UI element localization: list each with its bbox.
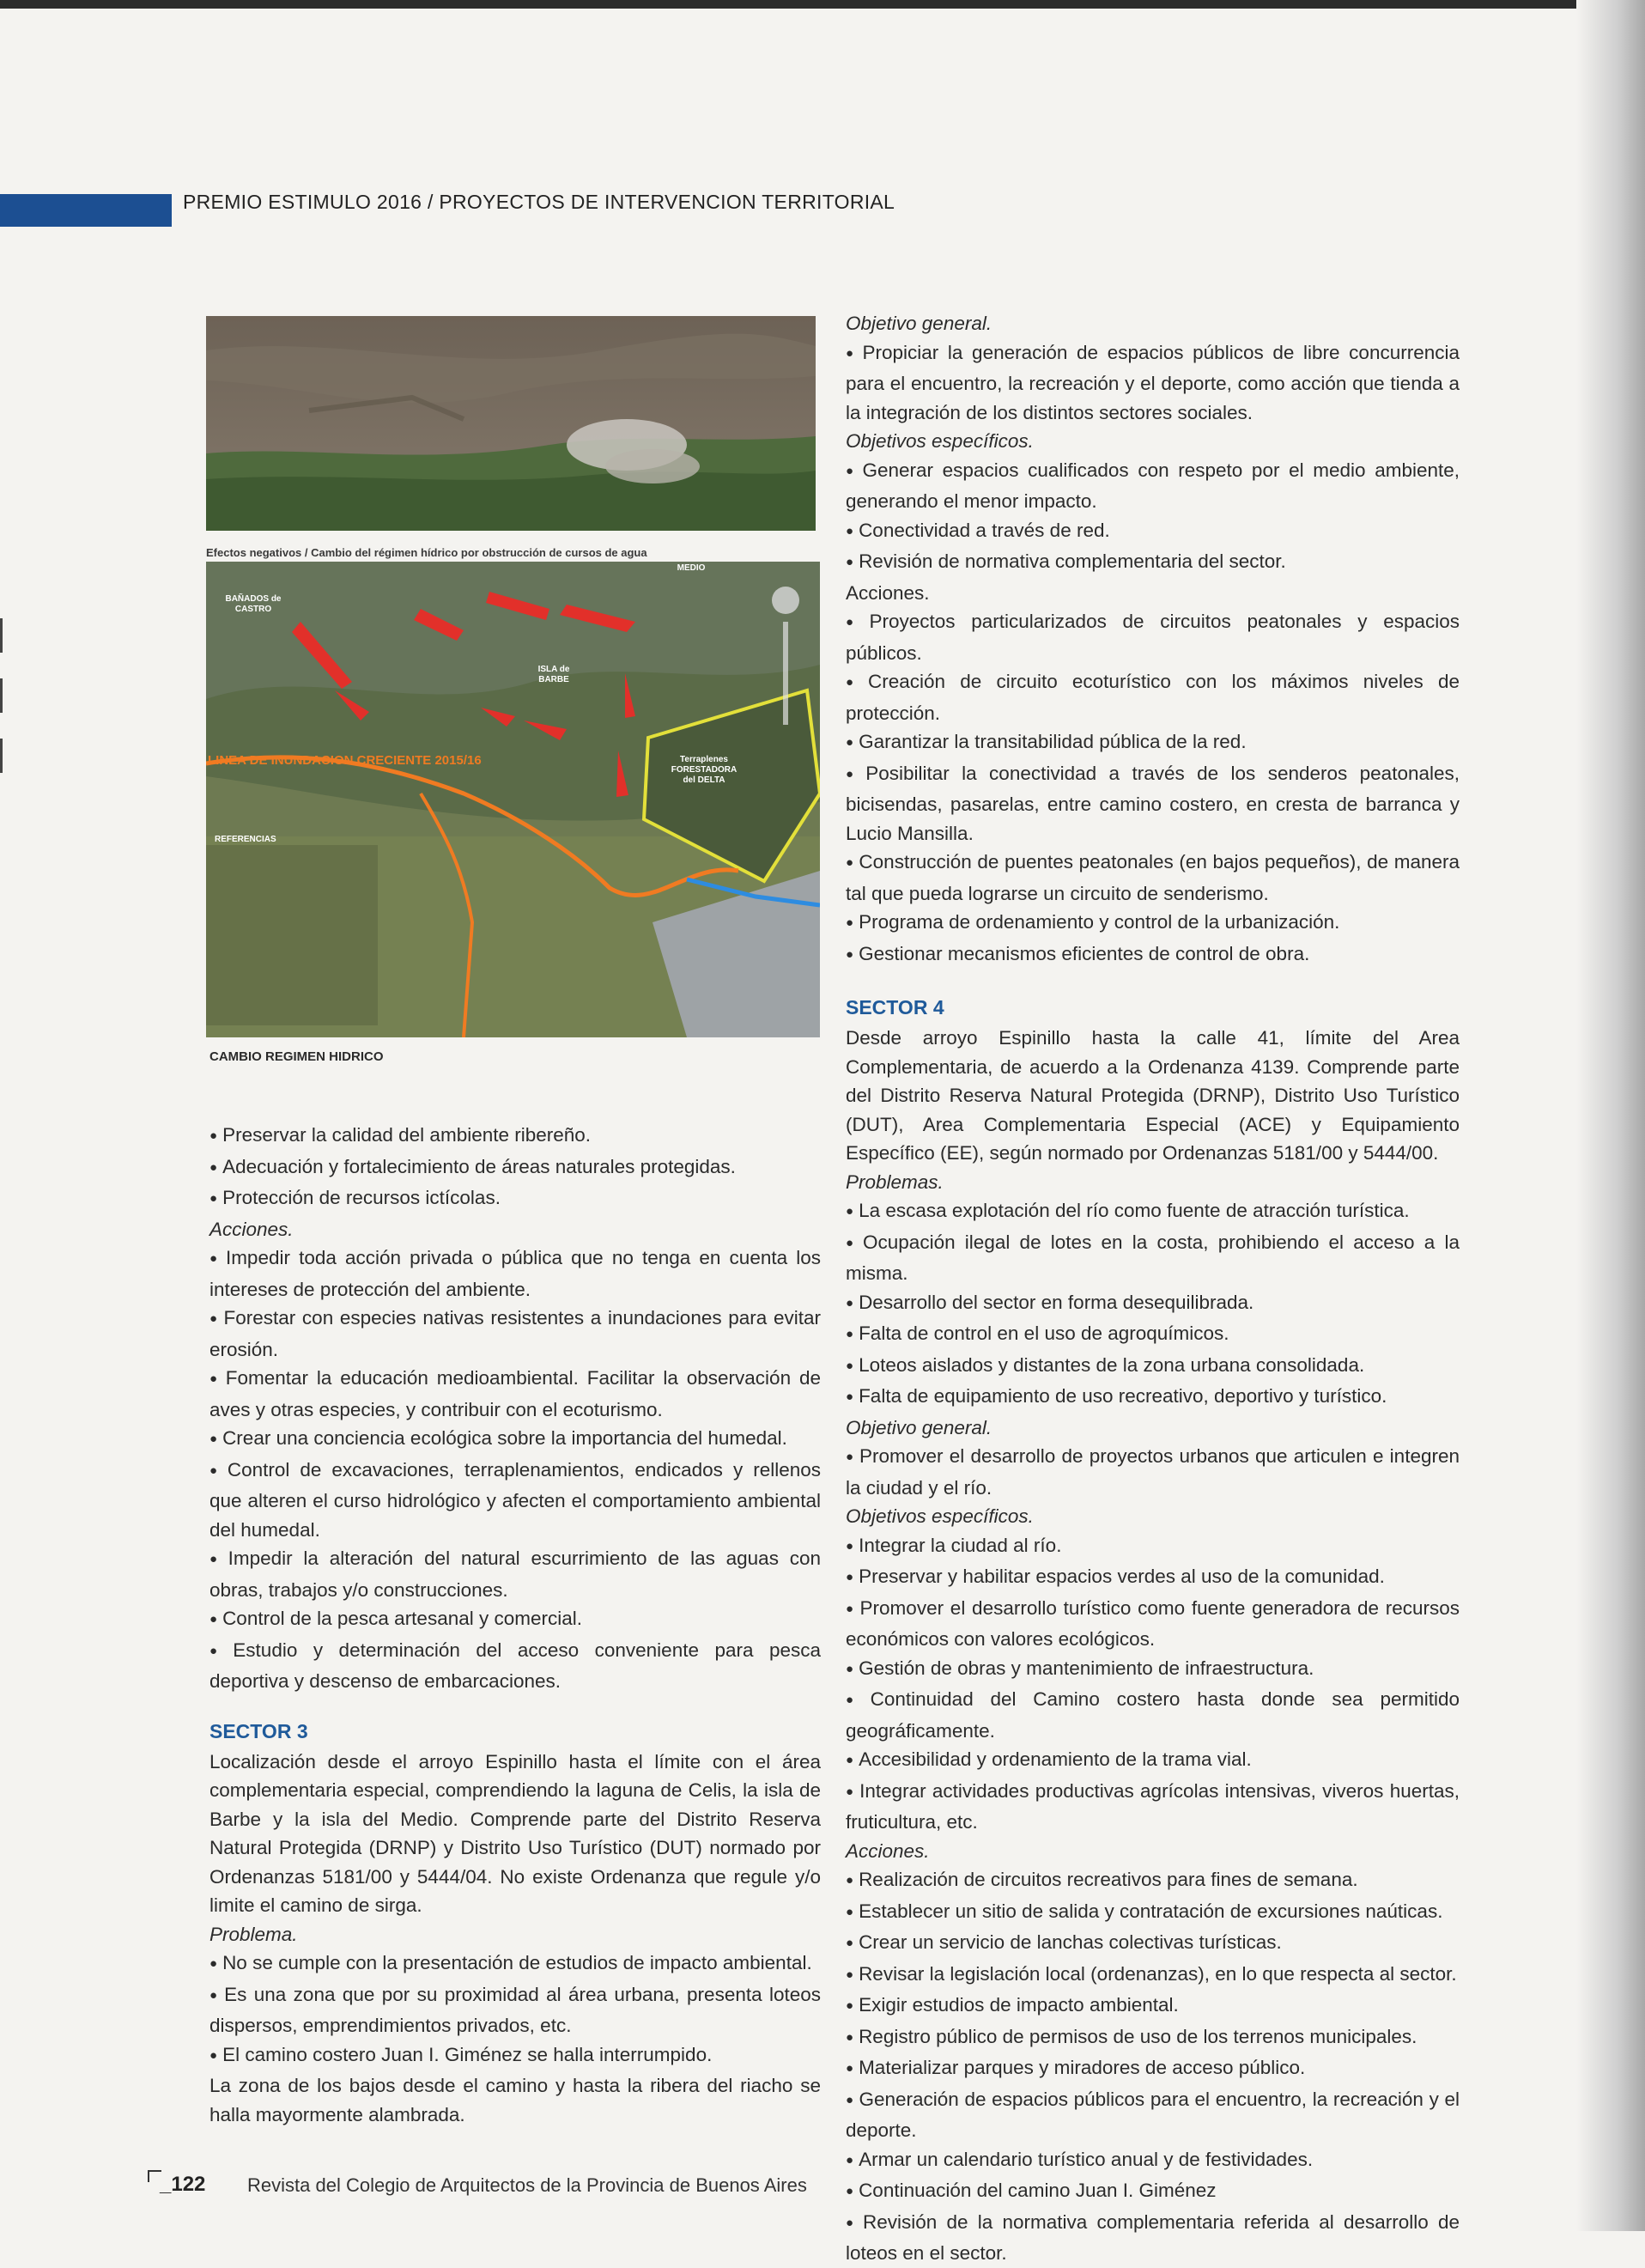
bullet-item: ● Exigir estudios de impacto ambiental. [846, 1991, 1460, 2022]
bullet-item: ● La escasa explotación del río como fuente de atracción turística. [846, 1196, 1460, 1228]
right-text-column [846, 309, 1460, 2268]
bullet-item: ● Promover el desarrollo de proyectos urbanos que articulen e integren la ciudad y el río. [846, 1442, 1460, 1502]
bullet-item: ● Construcción de puentes peatonales (en bajos pequeños), de manera tal que pueda lograrse un circuito de senderismo. [846, 848, 1460, 908]
bullet-item: ● Integrar actividades productivas agrícolas intensivas, viveros huertas, fruticultura, etc. [846, 1777, 1460, 1837]
bullet-item: ● Creación de circuito ecoturístico con los máximos niveles de protección. [846, 667, 1460, 727]
page-gutter-shadow [1576, 0, 1645, 2231]
header-accent-bar [0, 194, 172, 227]
subheading: Acciones. [846, 1839, 930, 1862]
bullet-item: ● Programa de ordenamiento y control de la urbanización. [846, 908, 1460, 939]
paragraph: Desde arroyo Espinillo hasta la calle 41, límite del Area Complementaria, de acuerdo a la Ordenanza 4139. Comprende parte del Distrito Reserva Natural Protegida (DRNP), Distrito Uso Turístico (DUT), Area Complementaria Especial (ACE) y Equipamiento Específico (EE), según normado por Ordenanzas 5181/00 y 5444/00. [846, 1027, 1460, 1164]
subheading: Objetivos específicos. [846, 1505, 1034, 1527]
bullet-item: ● Revisar la legislación local (ordenanzas), en lo que respecta al sector. [846, 1960, 1460, 1991]
figure-caption-top: Efectos negativos / Cambio del régimen hídrico por obstrucción de cursos de agua [206, 546, 647, 559]
page-number: _122 [160, 2173, 206, 2196]
bullet-item: ● Protección de recursos ictícolas. [209, 1183, 821, 1215]
bullet-item: ● Garantizar la transitabilidad pública de la red. [846, 727, 1460, 759]
bullet-item: ● Impedir la alteración del natural escurrimiento de las aguas con obras, trabajos y/o construcciones. [209, 1544, 821, 1604]
bullet-item: ● Propiciar la generación de espacios públicos de libre concurrencia para el encuentro, la recreación y el deporte, como acción que tienda a la integración de los distintos sectores sociales. [846, 338, 1460, 428]
bullet-item: ● Continuación del camino Juan I. Giménez [846, 2176, 1460, 2208]
bullet-item: ● Crear un servicio de lanchas colectivas turísticas. [846, 1928, 1460, 1960]
bullet-item: ● Revisión de la normativa complementaria referida al desarrollo de loteos en el sector. [846, 2208, 1460, 2268]
subheading: Objetivos específicos. [846, 430, 1034, 452]
bullet-item: ● Falta de equipamiento de uso recreativo, deportivo y turístico. [846, 1382, 1460, 1414]
subheading: Problemas. [846, 1170, 944, 1193]
bullet-item: ● Gestionar mecanismos eficientes de control de obra. [846, 939, 1460, 971]
map-label-referencias: REFERENCIAS [215, 835, 276, 844]
figure-caption-bottom: CAMBIO REGIMEN HIDRICO [209, 1049, 384, 1064]
map-label-banados: BAÑADOS de CASTRO [225, 594, 282, 614]
paragraph: Localización desde el arroyo Espinillo hasta el límite con el área complementaria especial, comprendiendo la laguna de Celis, la isla de Barbe y la isla del Medio. Comprende parte del Distrito Reserva Natural Protegida (DRNP) y Distrito Uso Turístico (DUT) normado por Ordenanzas 5181/00 y 5444/04. No existe Ordenanza que regule y/o limite el camino de sirga. [209, 1750, 821, 1916]
bullet-item: ● Promover el desarrollo turístico como fuente generadora de recursos económicos con valores ecológicos. [846, 1594, 1460, 1654]
bullet-item: ● Conectividad a través de red. [846, 516, 1460, 548]
bullet-item: ● Gestión de obras y mantenimiento de infraestructura. [846, 1654, 1460, 1686]
aerial-photo-river [206, 316, 816, 531]
bullet-item: ● Falta de control en el uso de agroquímicos. [846, 1319, 1460, 1351]
bullet-item: ● Generación de espacios públicos para el encuentro, la recreación y el deporte. [846, 2085, 1460, 2145]
bullet-item: ● Estudio y determinación del acceso conveniente para pesca deportiva y descenso de embarcaciones. [209, 1636, 821, 1696]
bullet-item: ● Fomentar la educación medioambiental. Facilitar la observación de aves y otras especies, y contribuir con el ecoturismo. [209, 1364, 821, 1424]
left-text-column [209, 1121, 821, 2129]
bullet-item: ● Crear una conciencia ecológica sobre la importancia del humedal. [209, 1424, 821, 1456]
bullet-item: ● Materializar parques y miradores de acceso público. [846, 2053, 1460, 2085]
bullet-item: ● El camino costero Juan I. Giménez se halla interrumpido. [209, 2040, 821, 2072]
bullet-item: ● Loteos aislados y distantes de la zona urbana consolidada. [846, 1351, 1460, 1383]
annotated-map [206, 562, 820, 1037]
map-label-flood-line: LINEA DE INUNDACION CRECIENTE 2015/16 [208, 753, 482, 768]
footer-rule [148, 2170, 161, 2172]
map-label-terraplenes: Terraplenes FORESTADORA del DELTA [671, 755, 738, 785]
bullet-item: ● Control de excavaciones, terraplenamientos, endicados y rellenos que alteren el curso hidrológico y afecten el comportamiento ambiental del humedal. [209, 1456, 821, 1545]
bullet-item: ● Generar espacios cualificados con respeto por el medio ambiente, generando el menor impacto. [846, 456, 1460, 516]
bullet-item: ● No se cumple con la presentación de estudios de impacto ambiental. [209, 1949, 821, 1980]
bullet-item: ● Accesibilidad y ordenamiento de la trama vial. [846, 1745, 1460, 1777]
bullet-item: ● Continuidad del Camino costero hasta donde sea permitido geográficamente. [846, 1685, 1460, 1745]
publication-name: Revista del Colegio de Arquitectos de la Provincia de Buenos Aires [247, 2174, 807, 2196]
section-heading: SECTOR 4 [846, 996, 944, 1018]
scan-top-edge [0, 0, 1645, 9]
bullet-item: ● Posibilitar la conectividad a través de los senderos peatonales, bicisendas, pasarelas, entre camino costero, en cresta de barranca y Lucio Mansilla. [846, 759, 1460, 848]
section-heading: SECTOR 3 [209, 1719, 308, 1742]
bullet-item: ● Impedir toda acción privada o pública que no tenga en cuenta los intereses de protección del ambiente. [209, 1243, 821, 1304]
bullet-item: ● Proyectos particularizados de circuitos peatonales y espacios públicos. [846, 607, 1460, 667]
bullet-item: ● Es una zona que por su proximidad al área urbana, presenta loteos dispersos, emprendimientos privados, etc. [209, 1980, 821, 2040]
subheading: Objetivo general. [846, 1416, 992, 1438]
bullet-item: ● Registro público de permisos de uso de los terrenos municipales. [846, 2022, 1460, 2054]
bullet-item: ● Revisión de normativa complementaria del sector. [846, 547, 1460, 579]
subheading: Objetivo general. [846, 313, 992, 334]
bullet-item: ● Realización de circuitos recreativos para fines de semana. [846, 1865, 1460, 1897]
footer-tick [148, 2170, 149, 2182]
bullet-item: ● Preservar la calidad del ambiente ribereño. [209, 1121, 821, 1152]
paragraph: La zona de los bajos desde el camino y hasta la ribera del riacho se halla mayormente alambrada. [209, 2075, 821, 2125]
bullet-item: ● Establecer un sitio de salida y contratación de excursiones naúticas. [846, 1897, 1460, 1929]
aerial-photo-graphic [206, 316, 816, 531]
bullet-item: ● Ocupación ilegal de lotes en la costa, prohibiendo el acceso a la misma. [846, 1228, 1460, 1288]
subheading: Problema. [209, 1923, 298, 1945]
annotated-map-graphic [206, 562, 820, 1037]
bullet-item: ● Desarrollo del sector en forma desequilibrada. [846, 1288, 1460, 1320]
subheading: Acciones. [209, 1218, 294, 1240]
bullet-item: ● Integrar la ciudad al río. [846, 1531, 1460, 1563]
page-header-title: PREMIO ESTIMULO 2016 / PROYECTOS DE INTERVENCION TERRITORIAL [183, 191, 895, 213]
bullet-item: ● Control de la pesca artesanal y comercial. [209, 1604, 821, 1636]
bullet-item: ● Adecuación y fortalecimiento de áreas naturales protegidas. [209, 1152, 821, 1184]
margin-marks [0, 618, 4, 842]
paragraph: Acciones. [846, 581, 930, 604]
map-label-isla-barbe: ISLA de BARBE [537, 665, 570, 684]
bullet-item: ● Preservar y habilitar espacios verdes al uso de la comunidad. [846, 1562, 1460, 1594]
bullet-item: ● Armar un calendario turístico anual y de festividades. [846, 2145, 1460, 2177]
map-label-medio: MEDIO [677, 563, 706, 573]
bullet-item: ● Forestar con especies nativas resistentes a inundaciones para evitar erosión. [209, 1304, 821, 1364]
